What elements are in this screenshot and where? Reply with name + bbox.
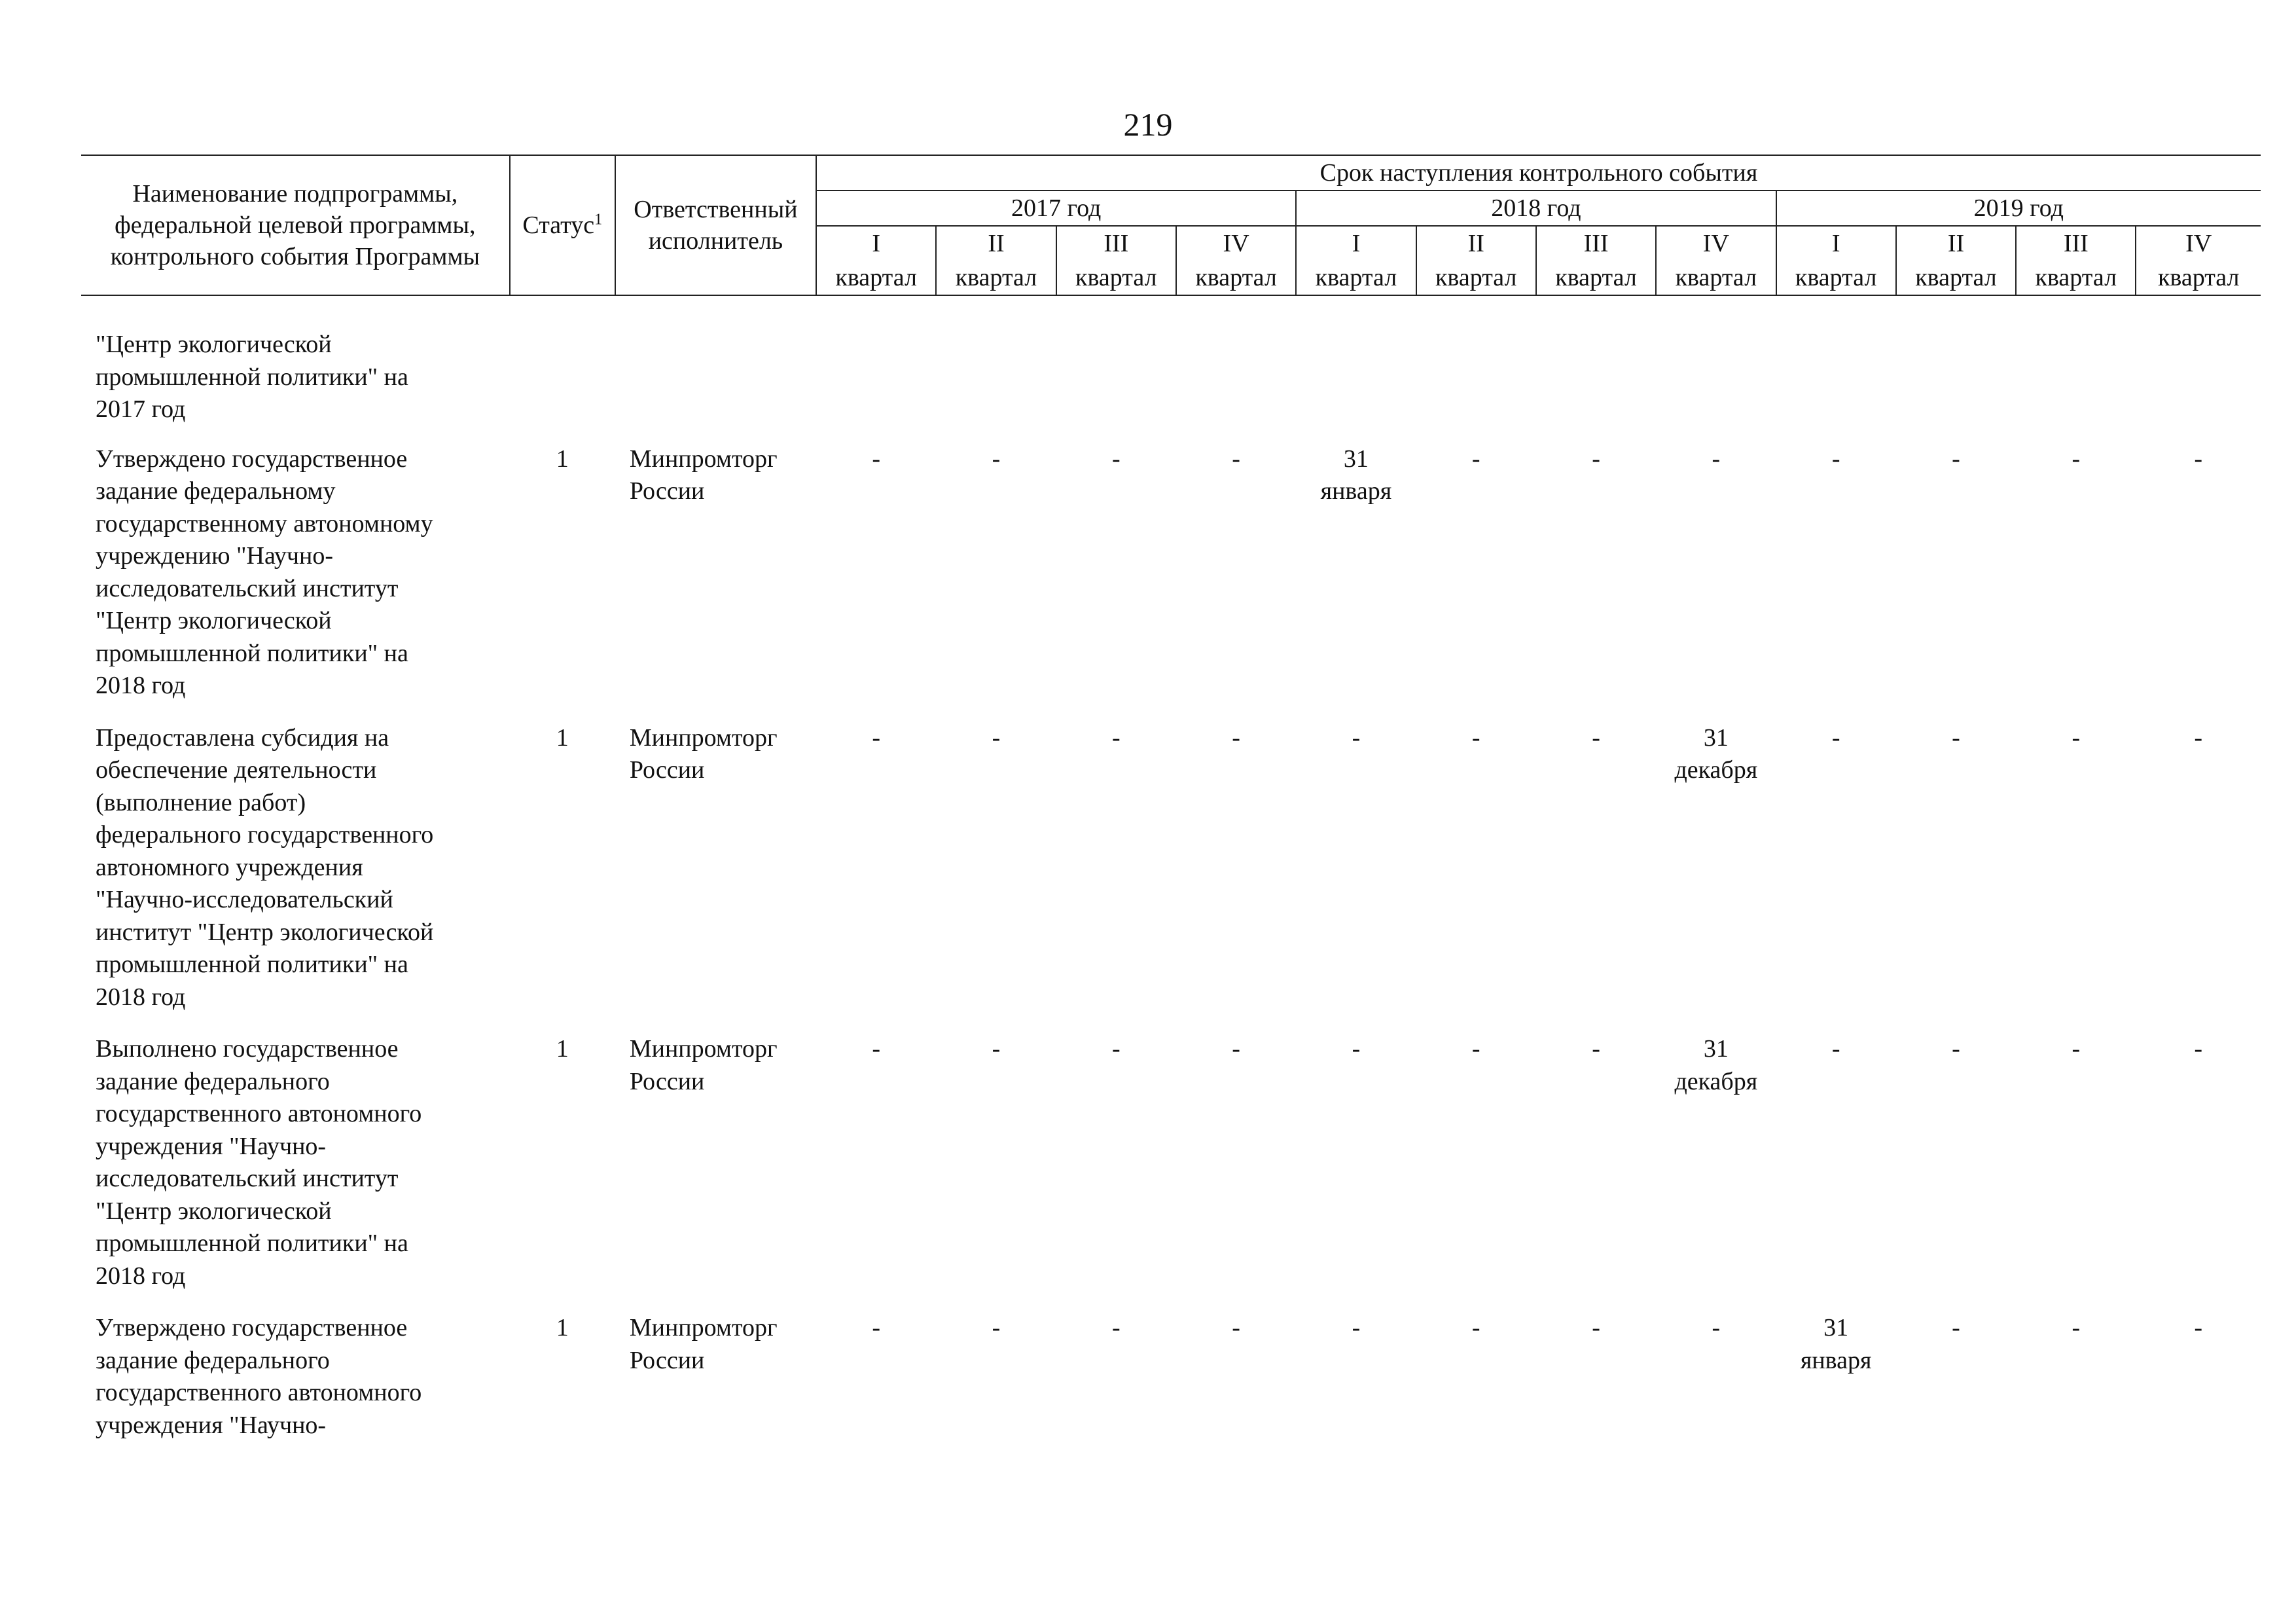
quarter-cell — [816, 702, 936, 1014]
quarter-cell — [1656, 295, 1776, 426]
quarter-cell — [1416, 295, 1536, 426]
quarter-cell — [2136, 1013, 2261, 1292]
event-executor-line: Минпромторг — [629, 445, 778, 473]
quarter-cell-line: - — [872, 445, 880, 473]
event-name-line: задание федерального — [96, 1346, 330, 1374]
quarter-cell-line: - — [992, 1314, 1001, 1341]
header-quarter-2: II — [936, 226, 1056, 261]
quarter-cell — [1296, 702, 1416, 1014]
event-status: 1 — [556, 1314, 569, 1341]
event-name-line: исследовательский институт — [96, 574, 399, 602]
quarter-cell — [1296, 1013, 1416, 1292]
event-name-line: промышленной политики" на — [96, 363, 408, 391]
event-name-line: Утверждено государственное — [96, 445, 408, 473]
quarter-cell — [1776, 1292, 1896, 1442]
event-executor-line: России — [629, 1067, 705, 1095]
event-executor — [615, 1292, 816, 1442]
event-name — [81, 295, 510, 426]
header-quarter-9: I — [1776, 226, 1896, 261]
quarter-cell — [936, 426, 1056, 702]
header-quarter-word-3: квартал — [1056, 261, 1176, 295]
quarter-cell-line: - — [1471, 445, 1480, 473]
header-quarter-5: I — [1296, 226, 1416, 261]
quarter-cell — [1656, 1292, 1776, 1442]
event-executor — [615, 426, 816, 702]
quarter-cell — [936, 1013, 1056, 1292]
quarter-cell — [2016, 426, 2136, 702]
event-executor-line: Минпромторг — [629, 723, 778, 752]
event-status — [510, 295, 615, 426]
quarter-cell — [1656, 702, 1776, 1014]
quarter-cell-line: - — [992, 1035, 1001, 1063]
quarter-cell — [1536, 1292, 1656, 1442]
table-row — [81, 426, 2261, 702]
event-executor — [615, 295, 816, 426]
event-name — [81, 426, 510, 702]
quarter-cell — [1536, 295, 1656, 426]
event-executor-line: России — [629, 756, 705, 784]
quarter-cell-line: - — [2194, 1035, 2203, 1063]
header-quarter-word-9: квартал — [1776, 261, 1896, 295]
event-executor-line: Минпромторг — [629, 1314, 778, 1341]
event-name-line: 2018 год — [96, 672, 186, 699]
quarter-cell-line: - — [1352, 723, 1361, 752]
quarter-cell-line: - — [1111, 1314, 1121, 1341]
event-executor-line: России — [629, 477, 705, 505]
quarter-cell-line: - — [1232, 723, 1240, 752]
quarter-cell-line: декабря — [1674, 1067, 1758, 1095]
quarter-cell-line: - — [2194, 1314, 2203, 1341]
quarter-cell — [2136, 426, 2261, 702]
event-name-line: государственному автономному — [96, 509, 433, 538]
quarter-cell-line: - — [1712, 1314, 1721, 1341]
quarter-cell-line: - — [992, 723, 1001, 752]
header-name: Наименование подпрограммы, федеральной целевой программы, контрольного события Программы — [81, 155, 510, 295]
event-name-line: 2018 год — [96, 983, 186, 1011]
event-name-line: (выполнение работ) — [96, 788, 306, 816]
event-status: 1 — [556, 1035, 569, 1063]
quarter-cell — [1176, 426, 1296, 702]
event-name-line: 2017 год — [96, 395, 186, 423]
event-name-line: Предоставлена субсидия на — [96, 723, 389, 752]
event-name-line: задание федеральному — [96, 477, 336, 505]
quarter-cell-line: - — [1952, 723, 1960, 752]
event-name-line: Выполнено государственное — [96, 1035, 399, 1063]
event-name-line: институт "Центр экологической — [96, 918, 434, 946]
quarter-cell-line: 31 — [1703, 723, 1729, 752]
quarter-cell — [1536, 702, 1656, 1014]
header-quarter-6: II — [1416, 226, 1536, 261]
quarter-cell-line: - — [1592, 723, 1600, 752]
event-name — [81, 1013, 510, 1292]
header-year-3: 2019 год — [1776, 191, 2261, 226]
header-quarter-8: IV — [1656, 226, 1776, 261]
quarter-cell — [1056, 295, 1176, 426]
quarter-cell — [816, 1013, 936, 1292]
quarter-cell-line: - — [2072, 1035, 2081, 1063]
quarter-cell — [1056, 426, 1176, 702]
quarter-cell-line: - — [1952, 445, 1960, 473]
quarter-cell-line: 31 — [1703, 1035, 1729, 1063]
quarter-cell-line: - — [1111, 445, 1121, 473]
quarter-cell-line: - — [1831, 1035, 1840, 1063]
header-quarter-word-12: квартал — [2136, 261, 2261, 295]
quarter-cell — [1296, 1292, 1416, 1442]
control-events-table-sheet — [81, 155, 2261, 1442]
quarter-cell-line: - — [1592, 1314, 1600, 1341]
header-quarter-10: II — [1896, 226, 2016, 261]
event-name-line: "Центр экологической — [96, 607, 332, 634]
quarter-cell — [936, 295, 1056, 426]
header-quarter-word-4: квартал — [1176, 261, 1296, 295]
quarter-cell — [1416, 426, 1536, 702]
table-row — [81, 1013, 2261, 1292]
quarter-cell-line: - — [872, 1035, 880, 1063]
event-name-line: "Центр экологической — [96, 1197, 332, 1225]
quarter-cell — [1416, 702, 1536, 1014]
header-quarter-12: IV — [2136, 226, 2261, 261]
header-executor: Ответственный исполнитель — [615, 155, 816, 295]
event-name-line: Утверждено государственное — [96, 1314, 408, 1341]
quarter-cell — [1776, 1013, 1896, 1292]
quarter-cell-line: - — [1592, 445, 1600, 473]
event-name-line: учреждения "Научно- — [96, 1411, 327, 1439]
quarter-cell-line: - — [2072, 445, 2081, 473]
quarter-cell — [2136, 702, 2261, 1014]
quarter-cell-line: января — [1320, 477, 1392, 505]
quarter-cell-line: 31 — [1823, 1314, 1849, 1341]
header-quarter-word-5: квартал — [1296, 261, 1416, 295]
quarter-cell-line: - — [1952, 1035, 1960, 1063]
quarter-cell-line: - — [1352, 1035, 1361, 1063]
quarter-cell-line: - — [1471, 1314, 1480, 1341]
quarter-cell-line: - — [1831, 445, 1840, 473]
quarter-cell — [1536, 426, 1656, 702]
header-quarter-word-1: квартал — [816, 261, 936, 295]
event-name-line: задание федерального — [96, 1067, 330, 1095]
quarter-cell — [1896, 426, 2016, 702]
quarter-cell-line: - — [1111, 723, 1121, 752]
quarter-cell — [816, 295, 936, 426]
event-name-line: обеспечение деятельности — [96, 756, 377, 784]
table-body — [81, 295, 2261, 1442]
quarter-cell-line: - — [1232, 1035, 1240, 1063]
event-name-line: автономного учреждения — [96, 853, 363, 881]
quarter-cell — [1176, 295, 1296, 426]
quarter-cell-line: - — [2072, 723, 2081, 752]
quarter-cell — [1176, 1292, 1296, 1442]
quarter-cell — [2016, 1292, 2136, 1442]
table-row — [81, 702, 2261, 1014]
quarter-cell-line: декабря — [1674, 756, 1758, 784]
header-quarter-word-2: квартал — [936, 261, 1056, 295]
event-name-line: государственного автономного — [96, 1379, 422, 1406]
quarter-cell-line: - — [992, 445, 1001, 473]
quarter-cell — [1416, 1292, 1536, 1442]
quarter-cell-line: - — [1232, 1314, 1240, 1341]
quarter-cell-line: 31 — [1343, 445, 1369, 473]
quarter-cell — [1416, 1013, 1536, 1292]
header-quarter-word-8: квартал — [1656, 261, 1776, 295]
page-number: 219 — [1123, 106, 1173, 143]
quarter-cell — [1056, 1013, 1176, 1292]
event-status: 1 — [556, 445, 569, 473]
quarter-cell — [2136, 295, 2261, 426]
header-deadline: Срок наступления контрольного события — [816, 155, 2261, 191]
quarter-cell — [1056, 1292, 1176, 1442]
control-events-table — [81, 155, 2261, 1442]
header-quarter-3: III — [1056, 226, 1176, 261]
event-name-line: исследовательский институт — [96, 1165, 399, 1192]
quarter-cell — [1896, 295, 2016, 426]
quarter-cell — [1176, 702, 1296, 1014]
quarter-cell-line: - — [1831, 723, 1840, 752]
quarter-cell — [1896, 702, 2016, 1014]
quarter-cell — [1056, 702, 1176, 1014]
event-executor-line: Минпромторг — [629, 1035, 778, 1063]
header-quarter-1: I — [816, 226, 936, 261]
event-name-line: промышленной политики" на — [96, 1230, 408, 1257]
quarter-cell-line: - — [1111, 1035, 1121, 1063]
quarter-cell — [1656, 426, 1776, 702]
event-name-line: федерального государственного — [96, 821, 434, 848]
header-quarter-word-10: квартал — [1896, 261, 2016, 295]
quarter-cell — [816, 426, 936, 702]
quarter-cell — [1776, 702, 1896, 1014]
header-quarter-word-7: квартал — [1536, 261, 1656, 295]
quarter-cell — [1296, 295, 1416, 426]
quarter-cell — [1896, 1292, 2016, 1442]
quarter-cell-line: - — [2194, 445, 2203, 473]
quarter-cell — [2016, 1013, 2136, 1292]
event-executor — [615, 1013, 816, 1292]
event-name — [81, 1292, 510, 1442]
header-quarter-word-11: квартал — [2016, 261, 2136, 295]
quarter-cell — [2016, 295, 2136, 426]
event-name-line: учреждения "Научно- — [96, 1132, 327, 1160]
quarter-cell-line: - — [1352, 1314, 1361, 1341]
event-name-line: промышленной политики" на — [96, 639, 408, 667]
header-status — [510, 155, 615, 295]
quarter-cell — [1176, 1013, 1296, 1292]
table-row — [81, 1292, 2261, 1442]
event-name-line: "Научно-исследовательский — [96, 886, 393, 913]
quarter-cell — [1656, 1013, 1776, 1292]
table-header — [81, 155, 2261, 295]
header-year-2: 2018 год — [1296, 191, 1776, 226]
event-status: 1 — [556, 723, 569, 752]
quarter-cell-line: - — [1232, 445, 1240, 473]
quarter-cell — [1776, 295, 1896, 426]
header-status-label: Статус — [522, 211, 595, 239]
quarter-cell-line: - — [2194, 723, 2203, 752]
quarter-cell — [1536, 1013, 1656, 1292]
event-name-line: учреждению "Научно- — [96, 542, 333, 570]
header-year-1: 2017 год — [816, 191, 1296, 226]
quarter-cell-line: - — [2072, 1314, 2081, 1341]
quarter-cell-line: января — [1800, 1346, 1872, 1374]
quarter-cell-line: - — [1471, 1035, 1480, 1063]
quarter-cell-line: - — [1592, 1035, 1600, 1063]
event-name-line: "Центр экологической — [96, 331, 332, 358]
event-name-line: государственного автономного — [96, 1100, 422, 1127]
event-executor-line: России — [629, 1346, 705, 1374]
quarter-cell — [936, 1292, 1056, 1442]
header-quarter-7: III — [1536, 226, 1656, 261]
quarter-cell — [2016, 702, 2136, 1014]
quarter-cell — [1296, 426, 1416, 702]
event-name-line: 2018 год — [96, 1262, 186, 1290]
quarter-cell — [816, 1292, 936, 1442]
quarter-cell-line: - — [1952, 1314, 1960, 1341]
event-name-line: промышленной политики" на — [96, 951, 408, 978]
quarter-cell-line: - — [1712, 445, 1721, 473]
quarter-cell-line: - — [872, 723, 880, 752]
event-name — [81, 702, 510, 1014]
quarter-cell — [936, 702, 1056, 1014]
header-status-footnote: 1 — [594, 211, 603, 228]
quarter-cell — [1896, 1013, 2016, 1292]
header-quarter-word-6: квартал — [1416, 261, 1536, 295]
header-quarter-4: IV — [1176, 226, 1296, 261]
header-quarter-11: III — [2016, 226, 2136, 261]
quarter-cell — [1776, 426, 1896, 702]
event-executor — [615, 702, 816, 1014]
quarter-cell-line: - — [872, 1314, 880, 1341]
quarter-cell — [2136, 1292, 2261, 1442]
quarter-cell-line: - — [1471, 723, 1480, 752]
table-row — [81, 295, 2261, 426]
